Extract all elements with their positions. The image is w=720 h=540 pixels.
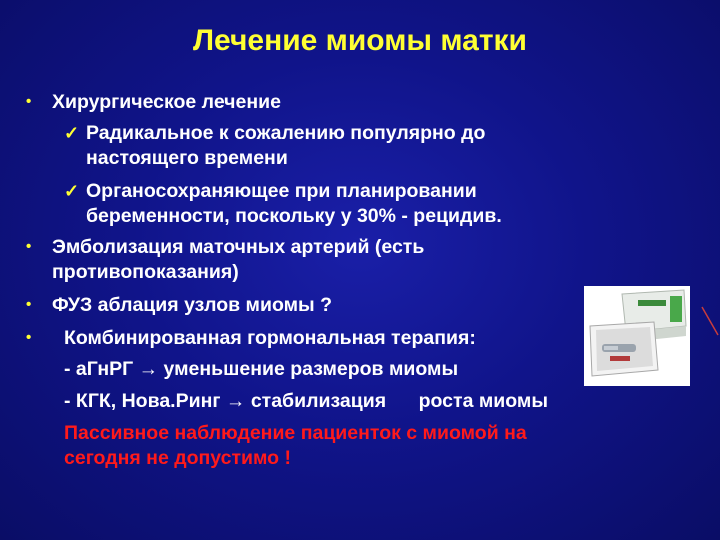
line-agnrg: - аГнРГ → уменьшение размеров миомы: [64, 358, 459, 380]
sub-radical-line2: настоящего времени: [86, 147, 288, 169]
bullet-fus-ablation: ФУЗ аблация узлов миомы ?: [52, 294, 333, 316]
medication-package-photo: [584, 286, 690, 386]
sub-radical-line1: Радикальное к сожалению популярно до: [86, 122, 486, 144]
bullet-marker: •: [26, 93, 32, 110]
bullet-hormonal-therapy: Комбинированная гормональная терапия:: [64, 327, 476, 349]
bullet-marker: •: [26, 238, 32, 255]
line-kgk-novaring: - КГК, Нова.Ринг → стабилизация роста миомы: [64, 390, 548, 412]
bullet-marker: •: [26, 329, 32, 346]
bullet-marker: •: [26, 296, 32, 313]
decorative-line: [700, 305, 720, 345]
check-icon: ✓: [64, 123, 80, 143]
warning-line2: сегодня не допустимо !: [64, 447, 292, 469]
warning-line1: Пассивное наблюдение пациенток с миомой на: [64, 422, 527, 444]
bullet-embolization-line2: противопоказания): [52, 261, 239, 283]
bullet-embolization-line1: Эмболизация маточных артерий (есть: [52, 236, 425, 258]
bullet-surgical-treatment: Хирургическое лечение: [52, 91, 281, 113]
check-icon: ✓: [64, 181, 80, 201]
sub-organ-saving-line2: беременности, поскольку у 30% - рецидив.: [86, 205, 502, 227]
slide-title: Лечение миомы матки: [192, 24, 527, 57]
sub-organ-saving-line1: Органосохраняющее при планировании: [86, 180, 477, 202]
